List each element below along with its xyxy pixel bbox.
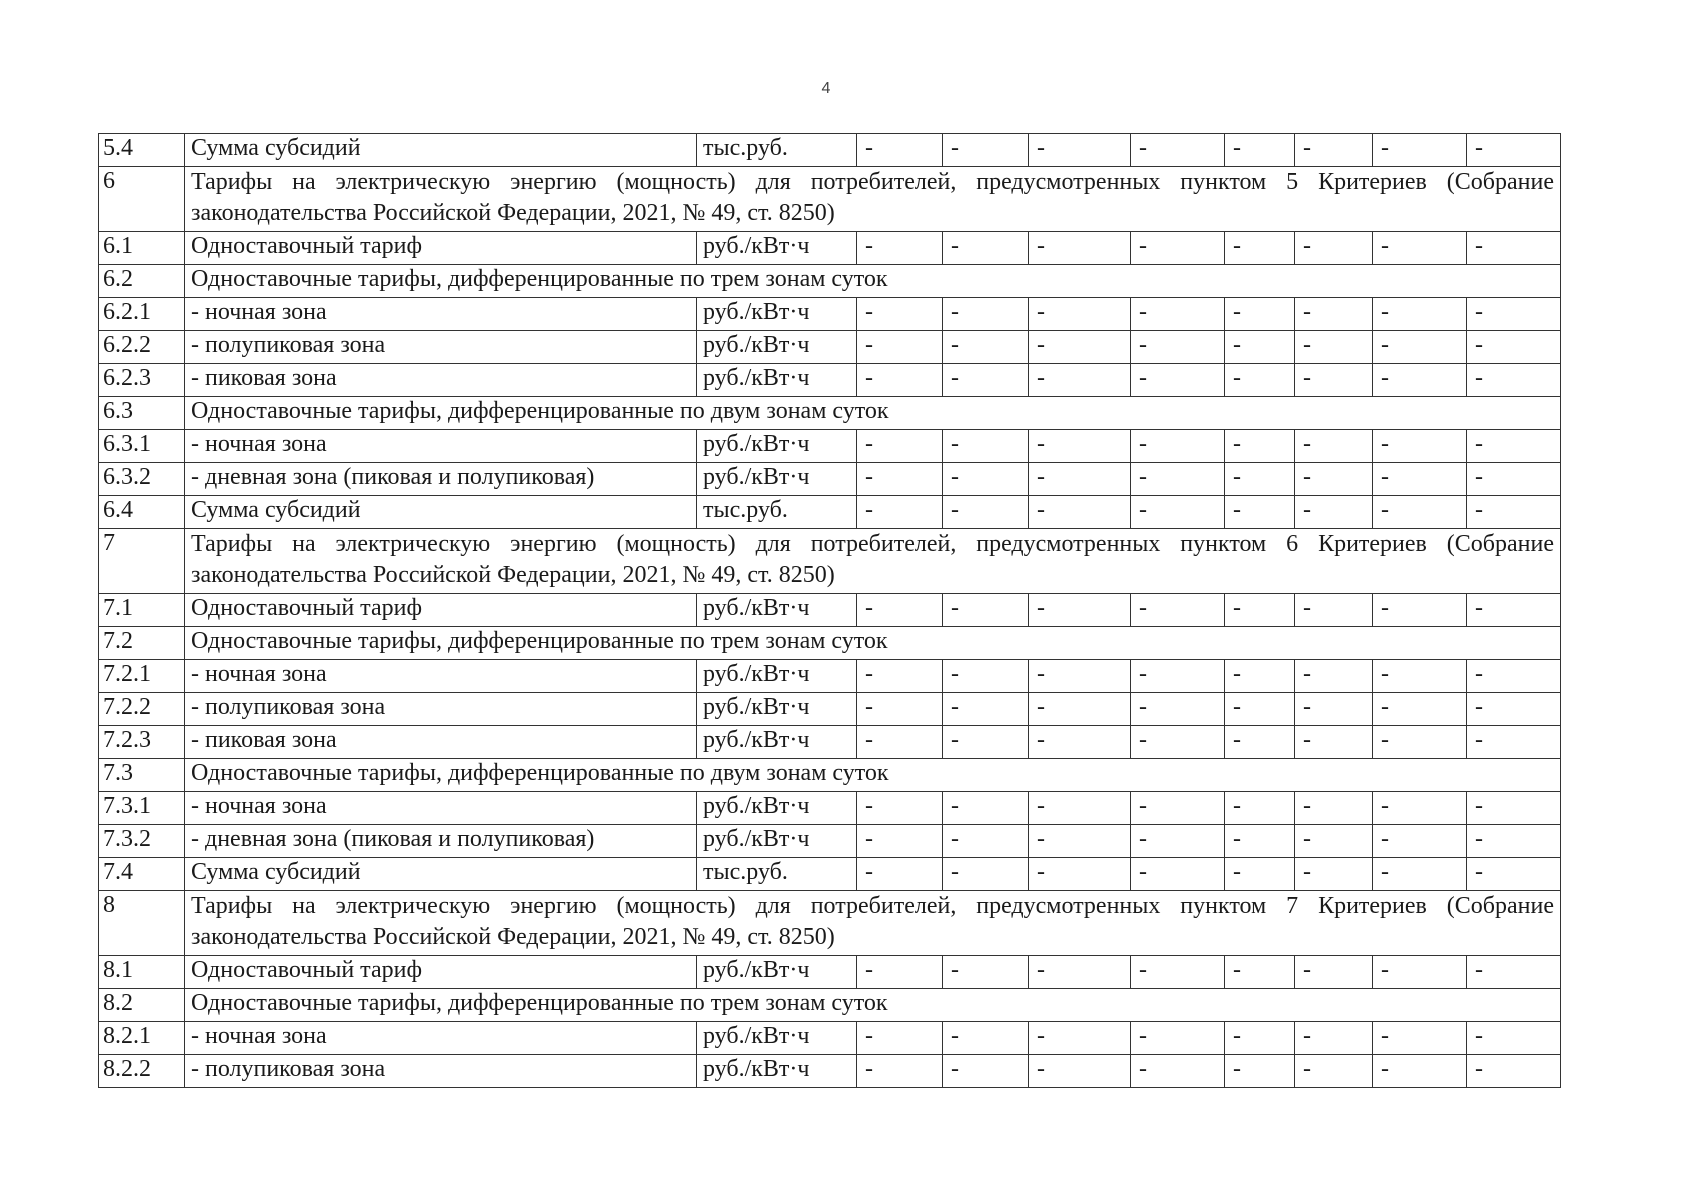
subsection-heading: Одноставочные тарифы, дифференцированные по трем зонам суток bbox=[185, 265, 1561, 298]
row-unit: руб./кВт·ч bbox=[697, 298, 857, 331]
value-cell: - bbox=[1467, 726, 1561, 759]
row-number: 6.3 bbox=[99, 397, 185, 430]
value-cell: - bbox=[1295, 298, 1373, 331]
value-cell: - bbox=[1029, 430, 1131, 463]
value-cell: - bbox=[1225, 858, 1295, 891]
value-cell: - bbox=[1467, 660, 1561, 693]
table-row bbox=[99, 364, 1561, 397]
value-cell: - bbox=[1373, 430, 1467, 463]
row-label: - пиковая зона bbox=[185, 364, 697, 397]
table-row bbox=[99, 891, 1561, 956]
section-heading: Тарифы на электрическую энергию (мощность) для потребителей, предусмотренных пунктом 5 Критериев (Собрание законодательства Российской Федерации, 2021, № 49, ст. 8250) bbox=[185, 167, 1561, 232]
row-number: 6.3.2 bbox=[99, 463, 185, 496]
table-row bbox=[99, 1022, 1561, 1055]
value-cell: - bbox=[1225, 726, 1295, 759]
value-cell: - bbox=[1373, 792, 1467, 825]
table-row bbox=[99, 693, 1561, 726]
row-unit: руб./кВт·ч bbox=[697, 463, 857, 496]
value-cell: - bbox=[1373, 1055, 1467, 1088]
row-number: 7.4 bbox=[99, 858, 185, 891]
row-number: 7.3.2 bbox=[99, 825, 185, 858]
row-number: 6.2 bbox=[99, 265, 185, 298]
value-cell: - bbox=[857, 134, 943, 167]
value-cell: - bbox=[1467, 693, 1561, 726]
value-cell: - bbox=[1295, 1022, 1373, 1055]
value-cell: - bbox=[943, 792, 1029, 825]
page-number: 4 bbox=[821, 80, 831, 97]
value-cell: - bbox=[857, 496, 943, 529]
value-cell: - bbox=[1467, 496, 1561, 529]
table-row bbox=[99, 265, 1561, 298]
table-row bbox=[99, 167, 1561, 232]
row-label: - полупиковая зона bbox=[185, 1055, 697, 1088]
subsection-heading: Одноставочные тарифы, дифференцированные по двум зонам суток bbox=[185, 397, 1561, 430]
row-number: 8.2.1 bbox=[99, 1022, 185, 1055]
table-row bbox=[99, 759, 1561, 792]
value-cell: - bbox=[1029, 331, 1131, 364]
row-label: Одноставочный тариф bbox=[185, 594, 697, 627]
value-cell: - bbox=[857, 232, 943, 265]
table-row bbox=[99, 1055, 1561, 1088]
row-number: 6.1 bbox=[99, 232, 185, 265]
row-number: 6.2.2 bbox=[99, 331, 185, 364]
row-label: Сумма субсидий bbox=[185, 858, 697, 891]
value-cell: - bbox=[857, 858, 943, 891]
row-label: - полупиковая зона bbox=[185, 693, 697, 726]
row-unit: руб./кВт·ч bbox=[697, 726, 857, 759]
value-cell: - bbox=[1295, 594, 1373, 627]
row-number: 6 bbox=[99, 167, 185, 232]
row-label: - ночная зона bbox=[185, 660, 697, 693]
value-cell: - bbox=[1467, 463, 1561, 496]
value-cell: - bbox=[1225, 956, 1295, 989]
value-cell: - bbox=[1373, 693, 1467, 726]
value-cell: - bbox=[1131, 693, 1225, 726]
value-cell: - bbox=[1029, 792, 1131, 825]
row-number: 8.2 bbox=[99, 989, 185, 1022]
value-cell: - bbox=[857, 956, 943, 989]
row-number: 7.2 bbox=[99, 627, 185, 660]
value-cell: - bbox=[1131, 956, 1225, 989]
value-cell: - bbox=[1029, 232, 1131, 265]
row-label: Одноставочный тариф bbox=[185, 956, 697, 989]
tariff-table bbox=[98, 133, 1561, 1088]
value-cell: - bbox=[857, 660, 943, 693]
row-unit: руб./кВт·ч bbox=[697, 232, 857, 265]
value-cell: - bbox=[1295, 496, 1373, 529]
value-cell: - bbox=[943, 134, 1029, 167]
value-cell: - bbox=[1295, 134, 1373, 167]
value-cell: - bbox=[1225, 232, 1295, 265]
value-cell: - bbox=[1467, 1022, 1561, 1055]
value-cell: - bbox=[1295, 430, 1373, 463]
value-cell: - bbox=[857, 364, 943, 397]
row-number: 7 bbox=[99, 529, 185, 594]
table-row bbox=[99, 726, 1561, 759]
table-row bbox=[99, 331, 1561, 364]
row-label: - ночная зона bbox=[185, 792, 697, 825]
value-cell: - bbox=[1467, 331, 1561, 364]
value-cell: - bbox=[1225, 792, 1295, 825]
value-cell: - bbox=[1029, 134, 1131, 167]
value-cell: - bbox=[1467, 956, 1561, 989]
value-cell: - bbox=[1295, 463, 1373, 496]
value-cell: - bbox=[1373, 1022, 1467, 1055]
row-number: 7.3 bbox=[99, 759, 185, 792]
table-row bbox=[99, 792, 1561, 825]
value-cell: - bbox=[1373, 496, 1467, 529]
value-cell: - bbox=[1029, 496, 1131, 529]
value-cell: - bbox=[1373, 858, 1467, 891]
value-cell: - bbox=[1131, 331, 1225, 364]
row-number: 8 bbox=[99, 891, 185, 956]
row-number: 6.2.3 bbox=[99, 364, 185, 397]
section-heading: Тарифы на электрическую энергию (мощность) для потребителей, предусмотренных пунктом 6 Критериев (Собрание законодательства Российской Федерации, 2021, № 49, ст. 8250) bbox=[185, 529, 1561, 594]
subsection-heading: Одноставочные тарифы, дифференцированные по трем зонам суток bbox=[185, 627, 1561, 660]
value-cell: - bbox=[1029, 726, 1131, 759]
value-cell: - bbox=[857, 1022, 943, 1055]
value-cell: - bbox=[1373, 134, 1467, 167]
value-cell: - bbox=[943, 298, 1029, 331]
row-unit: руб./кВт·ч bbox=[697, 693, 857, 726]
value-cell: - bbox=[857, 726, 943, 759]
value-cell: - bbox=[943, 232, 1029, 265]
value-cell: - bbox=[943, 956, 1029, 989]
value-cell: - bbox=[1467, 232, 1561, 265]
value-cell: - bbox=[1131, 364, 1225, 397]
value-cell: - bbox=[857, 331, 943, 364]
row-unit: руб./кВт·ч bbox=[697, 364, 857, 397]
value-cell: - bbox=[857, 693, 943, 726]
table-row bbox=[99, 430, 1561, 463]
row-label: - дневная зона (пиковая и полупиковая) bbox=[185, 825, 697, 858]
value-cell: - bbox=[1225, 298, 1295, 331]
row-unit: руб./кВт·ч bbox=[697, 956, 857, 989]
value-cell: - bbox=[1373, 956, 1467, 989]
value-cell: - bbox=[943, 693, 1029, 726]
value-cell: - bbox=[1225, 825, 1295, 858]
table-row bbox=[99, 627, 1561, 660]
table-row bbox=[99, 397, 1561, 430]
value-cell: - bbox=[1295, 825, 1373, 858]
value-cell: - bbox=[943, 430, 1029, 463]
value-cell: - bbox=[1295, 956, 1373, 989]
row-number: 7.3.1 bbox=[99, 792, 185, 825]
table-row bbox=[99, 496, 1561, 529]
table-row bbox=[99, 298, 1561, 331]
row-label: - дневная зона (пиковая и полупиковая) bbox=[185, 463, 697, 496]
value-cell: - bbox=[1131, 594, 1225, 627]
subsection-heading: Одноставочные тарифы, дифференцированные по трем зонам суток bbox=[185, 989, 1561, 1022]
value-cell: - bbox=[943, 1022, 1029, 1055]
row-label: Сумма субсидий bbox=[185, 496, 697, 529]
value-cell: - bbox=[857, 594, 943, 627]
row-unit: тыс.руб. bbox=[697, 496, 857, 529]
row-number: 7.2.1 bbox=[99, 660, 185, 693]
value-cell: - bbox=[943, 496, 1029, 529]
row-number: 5.4 bbox=[99, 134, 185, 167]
value-cell: - bbox=[943, 660, 1029, 693]
row-unit: руб./кВт·ч bbox=[697, 792, 857, 825]
table-row bbox=[99, 463, 1561, 496]
table-row bbox=[99, 529, 1561, 594]
table-row bbox=[99, 134, 1561, 167]
value-cell: - bbox=[1225, 693, 1295, 726]
value-cell: - bbox=[943, 463, 1029, 496]
row-number: 8.1 bbox=[99, 956, 185, 989]
value-cell: - bbox=[943, 364, 1029, 397]
value-cell: - bbox=[1029, 1055, 1131, 1088]
value-cell: - bbox=[943, 825, 1029, 858]
row-unit: руб./кВт·ч bbox=[697, 660, 857, 693]
value-cell: - bbox=[1373, 331, 1467, 364]
value-cell: - bbox=[1295, 792, 1373, 825]
table-row bbox=[99, 858, 1561, 891]
value-cell: - bbox=[1225, 1022, 1295, 1055]
value-cell: - bbox=[1373, 232, 1467, 265]
value-cell: - bbox=[1131, 726, 1225, 759]
section-heading: Тарифы на электрическую энергию (мощность) для потребителей, предусмотренных пунктом 7 Критериев (Собрание законодательства Российской Федерации, 2021, № 49, ст. 8250) bbox=[185, 891, 1561, 956]
table-row bbox=[99, 232, 1561, 265]
table-row bbox=[99, 989, 1561, 1022]
value-cell: - bbox=[943, 594, 1029, 627]
table-row bbox=[99, 594, 1561, 627]
row-label: - ночная зона bbox=[185, 1022, 697, 1055]
value-cell: - bbox=[1467, 858, 1561, 891]
value-cell: - bbox=[1029, 825, 1131, 858]
row-number: 6.2.1 bbox=[99, 298, 185, 331]
row-label: - полупиковая зона bbox=[185, 331, 697, 364]
value-cell: - bbox=[1131, 496, 1225, 529]
value-cell: - bbox=[857, 430, 943, 463]
value-cell: - bbox=[1029, 858, 1131, 891]
row-unit: руб./кВт·ч bbox=[697, 1055, 857, 1088]
value-cell: - bbox=[1131, 298, 1225, 331]
row-number: 7.2.2 bbox=[99, 693, 185, 726]
value-cell: - bbox=[1131, 825, 1225, 858]
value-cell: - bbox=[1225, 134, 1295, 167]
value-cell: - bbox=[1225, 364, 1295, 397]
value-cell: - bbox=[1373, 364, 1467, 397]
value-cell: - bbox=[1029, 594, 1131, 627]
value-cell: - bbox=[1131, 134, 1225, 167]
value-cell: - bbox=[943, 331, 1029, 364]
row-unit: руб./кВт·ч bbox=[697, 430, 857, 463]
value-cell: - bbox=[857, 298, 943, 331]
value-cell: - bbox=[857, 463, 943, 496]
table-row bbox=[99, 825, 1561, 858]
value-cell: - bbox=[1467, 792, 1561, 825]
value-cell: - bbox=[1131, 463, 1225, 496]
value-cell: - bbox=[1295, 364, 1373, 397]
value-cell: - bbox=[1029, 364, 1131, 397]
value-cell: - bbox=[857, 792, 943, 825]
value-cell: - bbox=[1029, 956, 1131, 989]
value-cell: - bbox=[857, 825, 943, 858]
value-cell: - bbox=[1373, 463, 1467, 496]
row-number: 7.2.3 bbox=[99, 726, 185, 759]
value-cell: - bbox=[1131, 430, 1225, 463]
value-cell: - bbox=[1467, 594, 1561, 627]
value-cell: - bbox=[1295, 232, 1373, 265]
row-label: - пиковая зона bbox=[185, 726, 697, 759]
row-unit: тыс.руб. bbox=[697, 858, 857, 891]
row-unit: руб./кВт·ч bbox=[697, 331, 857, 364]
value-cell: - bbox=[1373, 594, 1467, 627]
value-cell: - bbox=[1131, 232, 1225, 265]
value-cell: - bbox=[1131, 858, 1225, 891]
row-unit: руб./кВт·ч bbox=[697, 594, 857, 627]
value-cell: - bbox=[1225, 463, 1295, 496]
value-cell: - bbox=[1029, 693, 1131, 726]
value-cell: - bbox=[1373, 726, 1467, 759]
value-cell: - bbox=[1373, 660, 1467, 693]
row-unit: руб./кВт·ч bbox=[697, 1022, 857, 1055]
value-cell: - bbox=[1295, 858, 1373, 891]
row-number: 7.1 bbox=[99, 594, 185, 627]
value-cell: - bbox=[1131, 660, 1225, 693]
value-cell: - bbox=[857, 1055, 943, 1088]
row-number: 8.2.2 bbox=[99, 1055, 185, 1088]
value-cell: - bbox=[1225, 594, 1295, 627]
value-cell: - bbox=[1373, 825, 1467, 858]
value-cell: - bbox=[1225, 1055, 1295, 1088]
row-unit: руб./кВт·ч bbox=[697, 825, 857, 858]
value-cell: - bbox=[943, 726, 1029, 759]
value-cell: - bbox=[1131, 1022, 1225, 1055]
value-cell: - bbox=[1029, 298, 1131, 331]
row-number: 6.3.1 bbox=[99, 430, 185, 463]
value-cell: - bbox=[1295, 660, 1373, 693]
value-cell: - bbox=[943, 858, 1029, 891]
row-number: 6.4 bbox=[99, 496, 185, 529]
row-label: Одноставочный тариф bbox=[185, 232, 697, 265]
row-label: Сумма субсидий bbox=[185, 134, 697, 167]
row-unit: тыс.руб. bbox=[697, 134, 857, 167]
value-cell: - bbox=[1029, 660, 1131, 693]
row-label: - ночная зона bbox=[185, 298, 697, 331]
value-cell: - bbox=[1225, 331, 1295, 364]
value-cell: - bbox=[1029, 1022, 1131, 1055]
value-cell: - bbox=[1225, 496, 1295, 529]
value-cell: - bbox=[1373, 298, 1467, 331]
subsection-heading: Одноставочные тарифы, дифференцированные по двум зонам суток bbox=[185, 759, 1561, 792]
value-cell: - bbox=[1225, 430, 1295, 463]
value-cell: - bbox=[943, 1055, 1029, 1088]
value-cell: - bbox=[1295, 693, 1373, 726]
value-cell: - bbox=[1295, 1055, 1373, 1088]
value-cell: - bbox=[1467, 1055, 1561, 1088]
row-label: - ночная зона bbox=[185, 430, 697, 463]
value-cell: - bbox=[1295, 331, 1373, 364]
value-cell: - bbox=[1295, 726, 1373, 759]
value-cell: - bbox=[1131, 1055, 1225, 1088]
table-row bbox=[99, 956, 1561, 989]
value-cell: - bbox=[1225, 660, 1295, 693]
value-cell: - bbox=[1467, 298, 1561, 331]
table-row bbox=[99, 660, 1561, 693]
value-cell: - bbox=[1029, 463, 1131, 496]
value-cell: - bbox=[1467, 134, 1561, 167]
value-cell: - bbox=[1467, 825, 1561, 858]
value-cell: - bbox=[1131, 792, 1225, 825]
value-cell: - bbox=[1467, 364, 1561, 397]
value-cell: - bbox=[1467, 430, 1561, 463]
